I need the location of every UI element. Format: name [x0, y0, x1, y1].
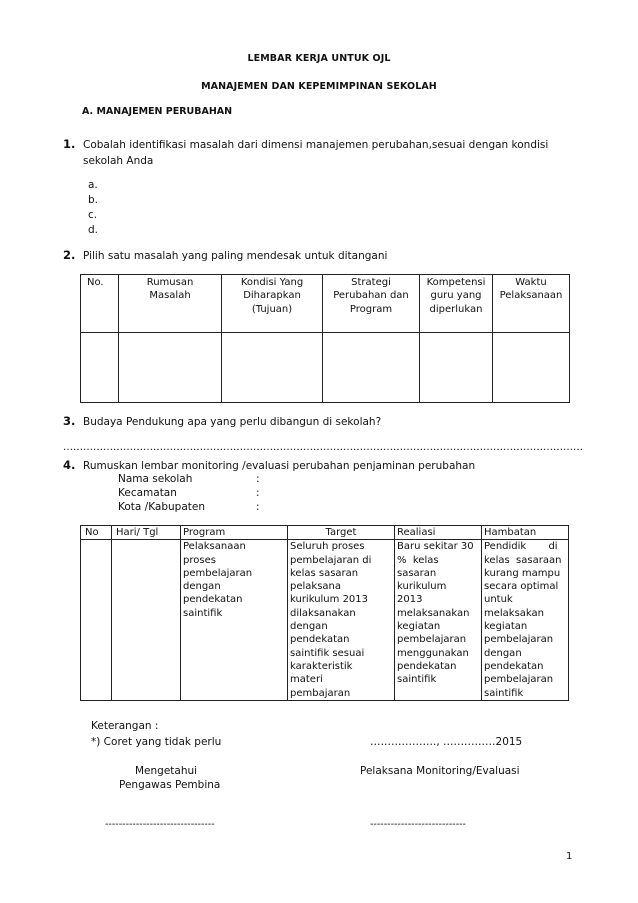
- title-line1: LEMBAR KERJA UNTUK OJL: [247, 53, 391, 64]
- q4-text: Rumuskan lembar monitoring /evaluasi perubahan penjaminan perubahan: [83, 460, 476, 472]
- cell-line: Pendidik di: [484, 541, 558, 553]
- cell: [420, 333, 493, 403]
- header-kondisi: Kondisi Yang Diharapkan (Tujuan): [222, 275, 323, 333]
- cell-line: pembelajaran: [183, 567, 253, 579]
- header-program: Program: [181, 526, 288, 540]
- q1-item-b: b.: [88, 194, 99, 206]
- section-heading: A. MANAJEMEN PERUBAHAN: [82, 106, 233, 117]
- cell-line: dengan: [290, 621, 328, 633]
- field-kota-colon: :: [256, 501, 260, 513]
- cell-line: pendekatan: [484, 660, 544, 672]
- cell-line: % kelas: [397, 554, 439, 566]
- q2-number: 2.: [63, 248, 76, 262]
- cell-line: menggunakan: [397, 647, 469, 659]
- cell-line: pelaksana: [290, 581, 342, 593]
- monitoring-table: [80, 525, 569, 701]
- cell-line: pendekatan: [183, 594, 243, 606]
- cell-line: kegiatan: [397, 621, 441, 633]
- cell-line: dengan: [484, 647, 522, 659]
- cell-line: Pelaksanaan: [183, 541, 246, 553]
- cell-line: pembelajaran: [484, 674, 554, 686]
- cell-line: secara optimal: [484, 581, 559, 593]
- q1-item-d: d.: [88, 224, 99, 236]
- problem-table-row: [81, 333, 570, 403]
- cell: [222, 333, 323, 403]
- cell-line: dengan: [183, 581, 221, 593]
- field-nama-sekolah-colon: :: [256, 473, 260, 485]
- cell-line: untuk: [484, 594, 513, 606]
- cell-hari-tgl: [112, 540, 181, 701]
- q1-item-c: c.: [88, 209, 98, 221]
- date-line: ………………., ……………2015: [370, 736, 523, 748]
- field-kota-label: Kota /Kabupaten: [118, 501, 205, 513]
- cell-line: sasaran: [397, 567, 437, 579]
- cell-hambatan: [482, 540, 569, 701]
- cell-line: Seluruh proses: [290, 541, 365, 553]
- cell-line: melaksakan: [484, 607, 545, 619]
- header-hari-tgl: Hari/ Tgl: [112, 526, 181, 540]
- cell-line: pembelajaran di: [290, 554, 372, 566]
- cell-realisasi: [395, 540, 482, 701]
- header-realisasi: Realiasi: [395, 526, 482, 540]
- signature-left-line2: Pengawas Pembina: [119, 779, 221, 791]
- cell-line: saintifik: [183, 607, 223, 619]
- header-no: No: [81, 526, 112, 540]
- cell-line: kurang mampu: [484, 567, 561, 579]
- field-nama-sekolah-label: Nama sekolah: [118, 473, 193, 485]
- cell-line: saintifik: [397, 674, 437, 686]
- cell-line: kelas sasaraan: [484, 554, 562, 566]
- q1-item-a: a.: [88, 179, 98, 191]
- header-no: No.: [81, 275, 119, 333]
- signature-right-dash: ----------------------------: [370, 819, 466, 830]
- cell-line: pembelajaran: [397, 634, 467, 646]
- header-kompetensi: Kompetensi guru yang diperlukan: [420, 275, 493, 333]
- q1-line1: Cobalah identifikasi masalah dari dimensi manajemen perubahan,sesuai dengan kondisi: [83, 139, 549, 151]
- cell-line: 2013: [397, 594, 423, 606]
- cell-no: [81, 540, 112, 701]
- cell-line: kegiatan: [484, 621, 528, 633]
- cell-line: pendekatan: [397, 660, 457, 672]
- cell-line: saintifik sesuai: [290, 647, 365, 659]
- signature-left-line1: Mengetahui: [135, 765, 198, 777]
- cell-line: materi: [290, 674, 323, 686]
- cell-line: kelas sasaran: [290, 567, 359, 579]
- cell-line: Baru sekitar 30: [397, 541, 474, 553]
- cell-target: [288, 540, 395, 701]
- monitoring-table-header: [81, 526, 569, 540]
- cell: [81, 333, 119, 403]
- field-kecamatan-colon: :: [256, 487, 260, 499]
- cell-line: dilaksanakan: [290, 607, 356, 619]
- cell-line: melaksanakan: [397, 607, 470, 619]
- signature-left-dash: --------------------------------: [105, 819, 215, 830]
- header-hambatan: Hambatan: [482, 526, 569, 540]
- signature-right-line1: Pelaksana Monitoring/Evaluasi: [360, 765, 520, 777]
- q4-number: 4.: [63, 458, 76, 472]
- cell-line: pembelajaran: [484, 634, 554, 646]
- header-target: Target: [288, 526, 395, 540]
- keterangan-label: Keterangan :: [91, 720, 159, 732]
- cell-line: proses: [183, 554, 216, 566]
- q2-text: Pilih satu masalah yang paling mendesak untuk ditangani: [83, 250, 388, 262]
- cell-line: pembajaran: [290, 687, 351, 699]
- cell: [323, 333, 420, 403]
- header-rumusan: Rumusan Masalah: [119, 275, 222, 333]
- cell: [493, 333, 570, 403]
- cell-line: saintifik: [484, 687, 524, 699]
- q3-dotted-line: …………………………………………………………………………………………………………………………………………: [63, 442, 583, 453]
- cell: [119, 333, 222, 403]
- field-kecamatan-label: Kecamatan: [118, 487, 177, 499]
- header-waktu: Waktu Pelaksanaan: [493, 275, 570, 333]
- cell-line: pendekatan: [290, 634, 350, 646]
- page-number: 1: [566, 851, 573, 862]
- cell-line: kurikulum: [397, 581, 447, 593]
- monitoring-table-row: [81, 540, 569, 701]
- problem-table: [80, 274, 570, 403]
- cell-program: [181, 540, 288, 701]
- q1-line2: sekolah Anda: [83, 155, 154, 167]
- q1-number: 1.: [63, 137, 76, 151]
- cell-line: kurikulum 2013: [290, 594, 369, 606]
- problem-table-header: [81, 275, 570, 333]
- cell-line: karakteristik: [290, 660, 353, 672]
- keterangan-note: *) Coret yang tidak perlu: [91, 736, 222, 748]
- header-strategi: Strategi Perubahan dan Program: [323, 275, 420, 333]
- q3-number: 3.: [63, 414, 76, 428]
- title-line2: MANAJEMEN DAN KEPEMIMPINAN SEKOLAH: [201, 81, 437, 92]
- q3-text: Budaya Pendukung apa yang perlu dibangun di sekolah?: [83, 416, 382, 428]
